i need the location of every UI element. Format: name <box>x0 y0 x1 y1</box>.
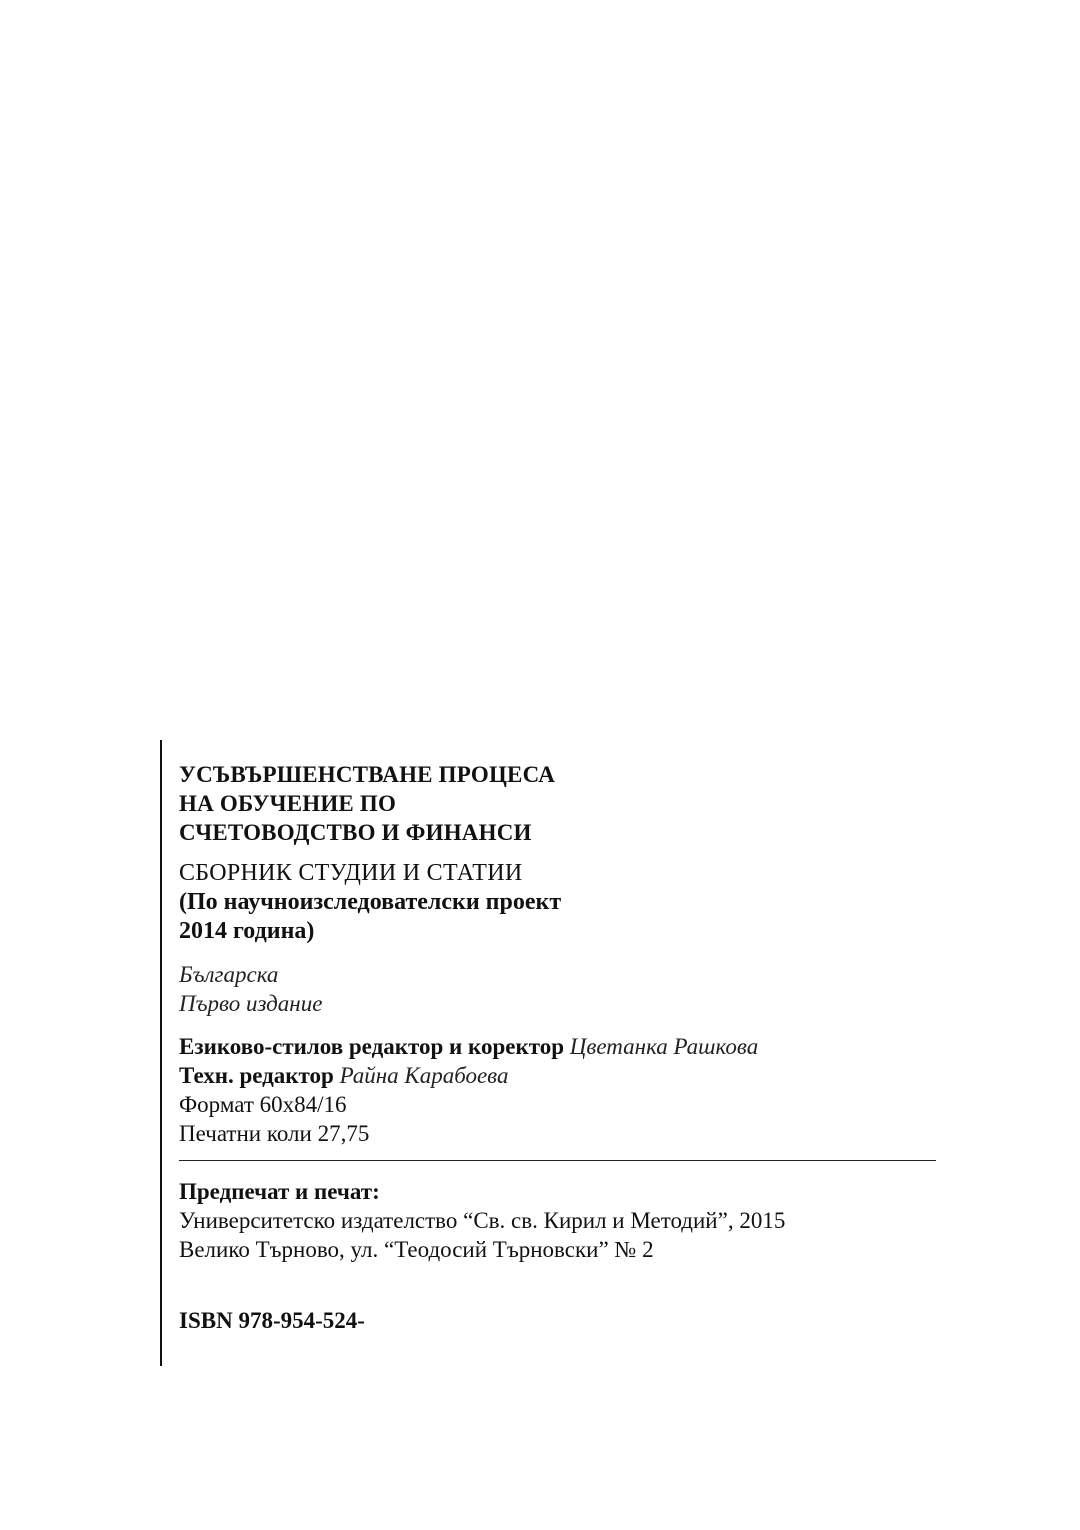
tech-editor-role: Техн. редактор <box>179 1063 334 1088</box>
editor-line <box>179 1032 939 1061</box>
printing-block <box>179 1177 939 1264</box>
tech-editor-line <box>179 1061 939 1090</box>
language-label: Българска <box>179 962 279 987</box>
collection-subtitle: СБОРНИК СТУДИИ И СТАТИИ <box>179 860 523 886</box>
project-line-1: (По научноизследователски проект <box>179 889 562 915</box>
editor-name: Цветанка Рашкова <box>569 1034 759 1059</box>
edition-block <box>179 960 939 1018</box>
edition-label: Първо издание <box>179 991 323 1016</box>
tech-editor-name: Райна Карабоева <box>339 1063 509 1088</box>
imprint-content <box>179 760 939 1335</box>
printing-heading: Предпечат и печат: <box>179 1179 380 1204</box>
book-title-line-1: УСЪВЪРШЕНСТВАНЕ ПРОЦЕСА <box>179 762 556 787</box>
book-title-line-2: НА ОБУЧЕНИЕ ПО <box>179 791 397 816</box>
project-line-2: 2014 година) <box>179 918 315 944</box>
format-line: Формат 60х84/16 <box>179 1092 347 1117</box>
book-title <box>179 760 939 847</box>
vertical-rule <box>160 740 162 1366</box>
isbn-line: ISBN 978-954-524- <box>179 1308 365 1333</box>
editor-role: Езиково-стилов редактор и коректор <box>179 1034 565 1059</box>
credits-block <box>179 1032 939 1148</box>
book-title-line-3: СЧЕТОВОДСТВО И ФИНАНСИ <box>179 820 532 845</box>
publisher-line: Университетско издателство “Св. св. Кирил и Методий”, 2015 <box>179 1208 786 1233</box>
horizontal-rule <box>179 1160 936 1161</box>
address-line: Велико Търново, ул. “Теодосий Търновски” № 2 <box>179 1237 654 1262</box>
print-sheets-line: Печатни коли 27,75 <box>179 1121 370 1146</box>
imprint-block <box>160 740 950 1370</box>
subtitle-block <box>179 859 939 946</box>
